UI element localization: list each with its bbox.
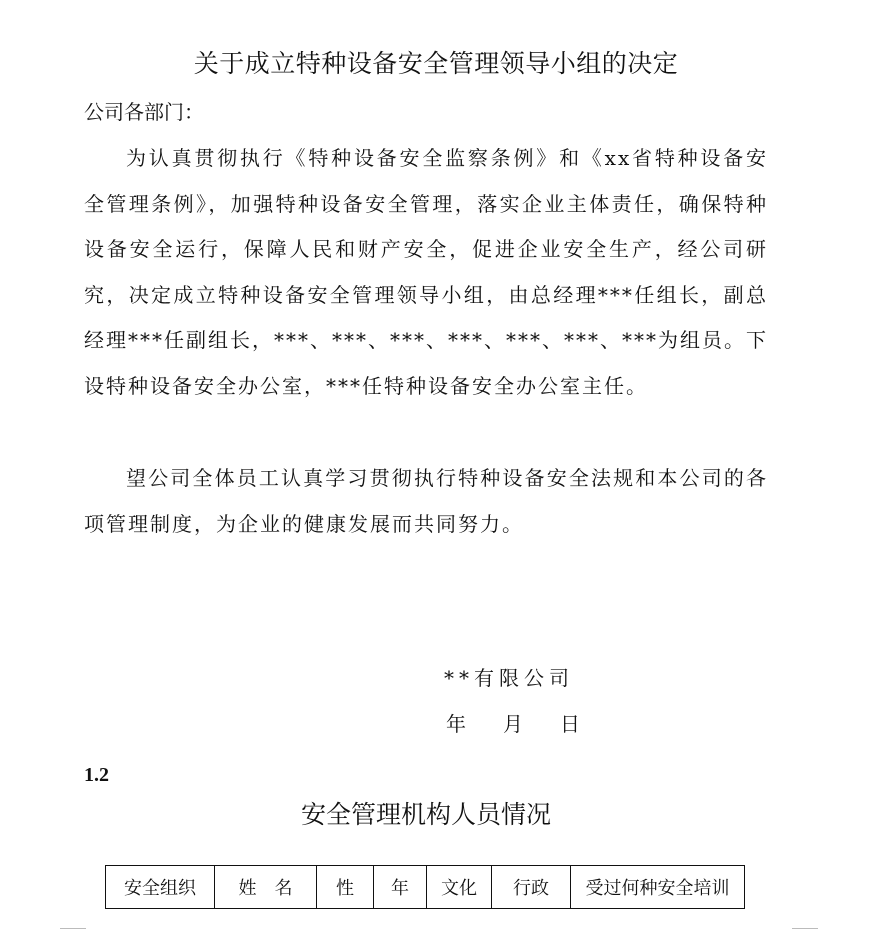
date-day: 日 (560, 712, 580, 736)
document-title: 关于成立特种设备安全管理领导小组的决定 (193, 49, 679, 78)
table-header-cell: 年 (374, 866, 427, 909)
page-corner-mark (60, 928, 86, 929)
date-month: 月 (503, 712, 523, 736)
date-year: 年 (446, 712, 466, 736)
personnel-table (105, 865, 745, 909)
table-header-cell: 性 (317, 866, 374, 909)
page-corner-mark (792, 928, 818, 929)
table-header-cell: 受过何种安全培训 (571, 866, 745, 909)
table-header-cell: 安全组织 (106, 866, 215, 909)
signature-date (446, 708, 580, 737)
section-number: 1.2 (84, 764, 109, 786)
body-paragraph-2: 望公司全体员工认真学习贯彻执行特种设备安全法规和本公司的各项管理制度，为企业的健康发展而共同努力。 (84, 466, 768, 536)
table-header-cell: 行政 (492, 866, 571, 909)
table-header-cell: 姓 名 (215, 866, 317, 909)
signature-company: **有限公司 (444, 666, 574, 690)
table-header-row (106, 866, 745, 909)
body-paragraph-1: 为认真贯彻执行《特种设备安全监察条例》和《xx省特种设备安全管理条例》，加强特种设备安全管理，落实企业主体责任，确保特种设备安全运行，保障人民和财产安全，促进企业安全生产，经公司研究，决定成立特种设备安全管理领导小组，由总经理***任组长，副总经理***任副组长，***、***、***、***、***、***、***为组员。下设特种设备安全办公室，***任特种设备安全办公室主任。 (84, 146, 768, 398)
section-title: 安全管理机构人员情况 (300, 800, 551, 829)
salutation: 公司各部门： (84, 100, 204, 124)
table-header-cell: 文化 (427, 866, 492, 909)
